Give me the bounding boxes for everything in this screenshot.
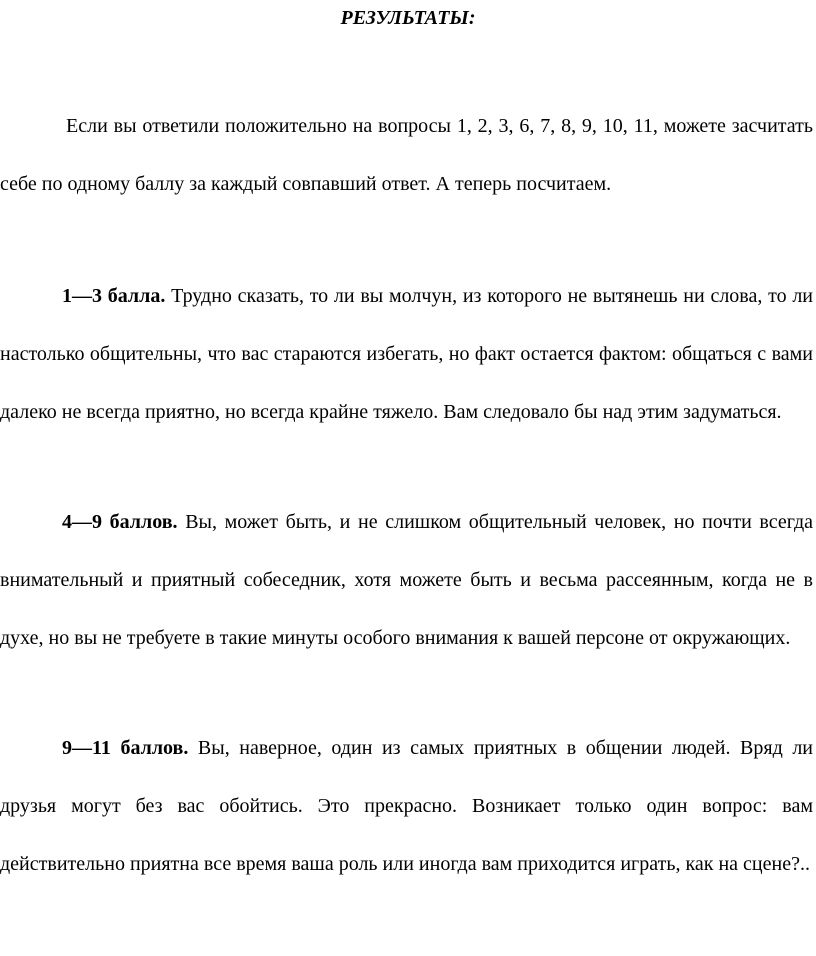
result-range-label: 4—9 баллов. (62, 511, 178, 533)
result-description: Трудно сказать, то ли вы молчун, из которого не вытянешь ни слова, то ли настолько общительны, что вас стараются избегать, но факт остается фактом: общаться с вами далеко не всегда приятно, но всегда крайне тяжело. Вам следовало бы над этим задуматься. (0, 285, 814, 423)
result-range-label: 9—11 баллов. (62, 737, 189, 759)
result-paragraph-9-11 (0, 720, 813, 893)
results-heading: РЕЗУЛЬТАТЫ: (340, 7, 476, 29)
result-description: Вы, может быть, и не слишком общительный человек, но почти всегда внимательный и приятный собеседник, хотя можете быть и весьма рассеянным, когда не в духе, но вы не требуете в такие минуты особого внимания к вашей персоне от окружающих. (0, 511, 813, 649)
intro-paragraph: Если вы ответили положительно на вопросы 1, 2, 3, 6, 7, 8, 9, 10, 11, можете засчитать себе по одному баллу за каждый совпавший ответ. А теперь посчитаем. (0, 115, 813, 195)
result-paragraph-1-3 (0, 268, 813, 441)
result-description: Вы, наверное, один из самых приятных в общении людей. Вряд ли друзья могут без вас обойтись. Это прекрасно. Возникает только один вопрос: вам действительно приятна все время ваша роль или иногда вам приходится играть, как на сцене?.. (0, 737, 814, 875)
result-paragraph-4-9 (0, 494, 813, 667)
result-range-label: 1—3 балла. (62, 285, 166, 307)
